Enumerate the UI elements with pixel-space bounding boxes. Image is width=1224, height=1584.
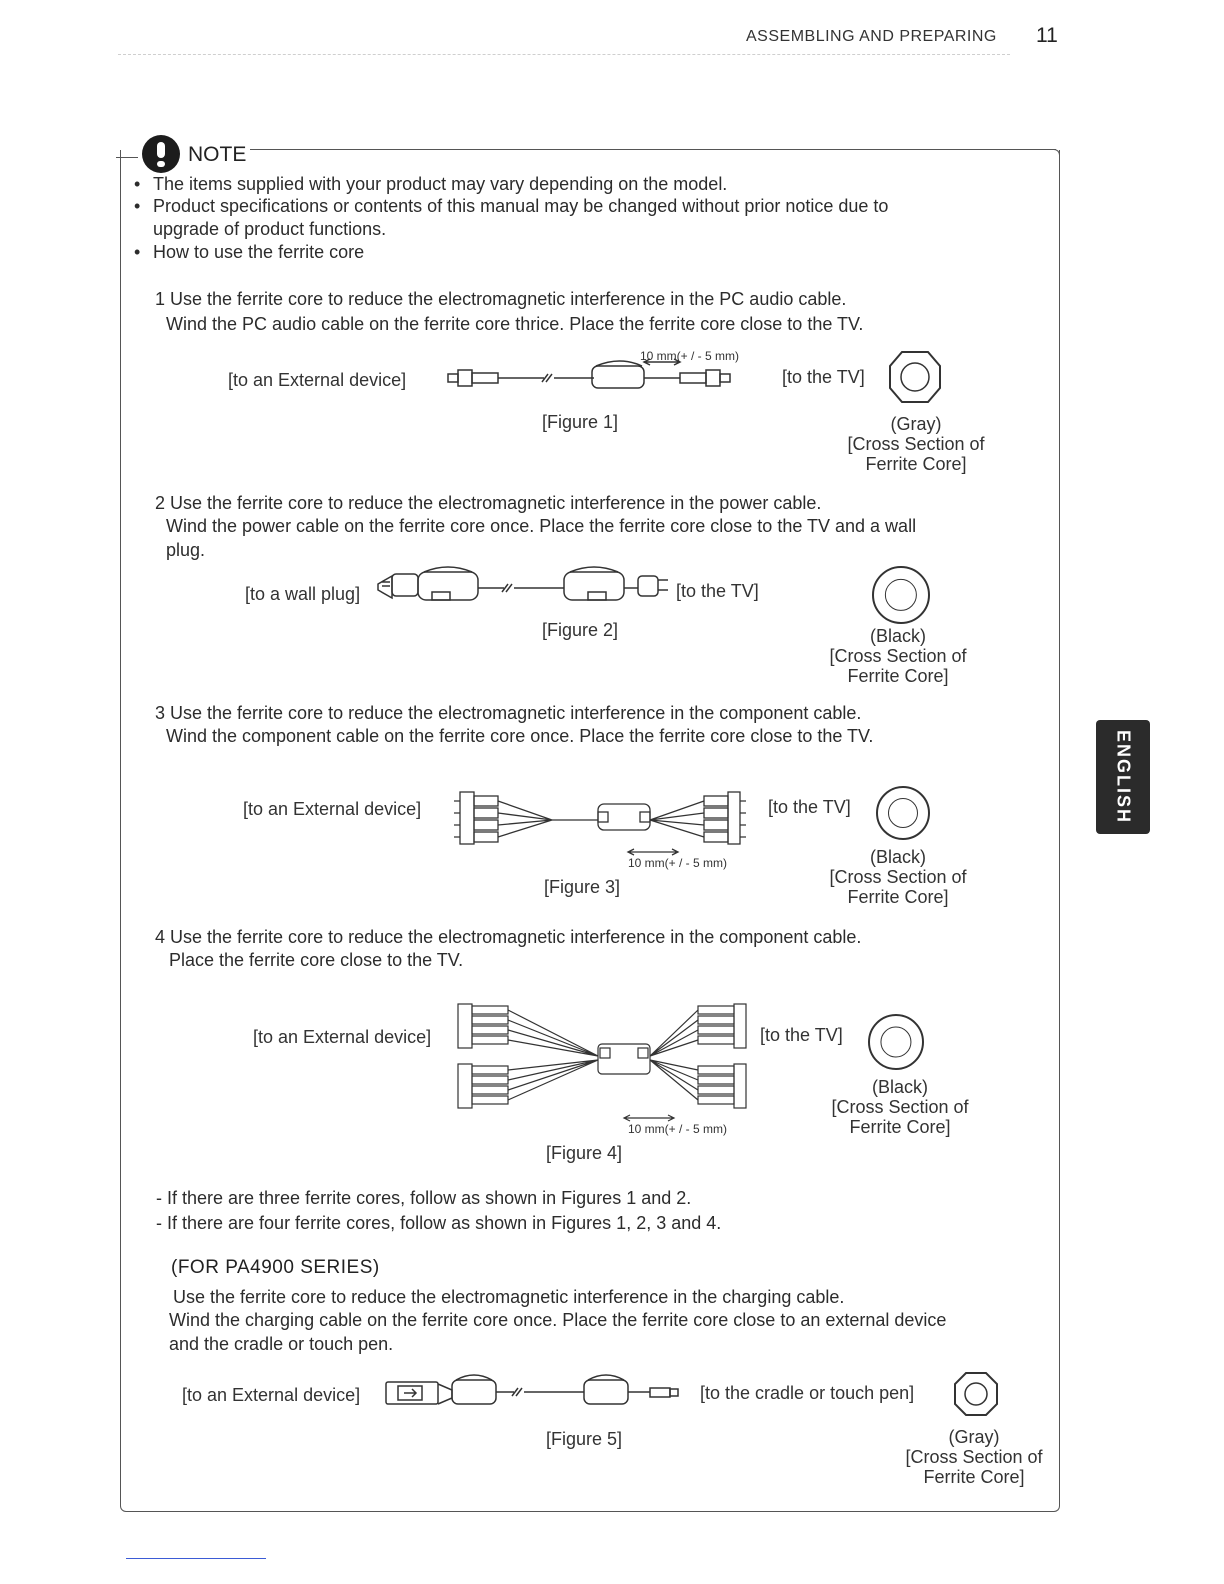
ferrite-core-gray-icon [952, 1370, 1000, 1418]
fig2-right-label: [to the TV] [676, 581, 759, 601]
step-3-text: Wind the component cable on the ferrite core once. Place the ferrite core close to the TV. [166, 726, 874, 746]
fig2-left-label: [to a wall plug] [245, 584, 361, 604]
note-bullet: Product specifications or contents of this manual may be changed without prior notice due to [153, 196, 889, 216]
fig3-core-color: (Black) [869, 847, 926, 867]
step-2-text: Wind the power cable on the ferrite core once. Place the ferrite core close to the TV and a wall [166, 516, 917, 536]
pa4900-text: Wind the charging cable on the ferrite core once. Place the ferrite core close to an external device [169, 1310, 947, 1330]
fig1-core-color: (Gray) [890, 414, 942, 434]
dash-note: - If there are four ferrite cores, follow as shown in Figures 1, 2, 3 and 4. [156, 1213, 722, 1233]
note-bullet: How to use the ferrite core [153, 242, 365, 262]
fig3-left-label: [to an External device] [243, 799, 422, 819]
fig5-core-color: (Gray) [948, 1427, 1000, 1447]
note-frame-edge [250, 149, 1056, 150]
fig5-cross-section: Ferrite Core] [923, 1467, 1025, 1487]
fig5-caption: [Figure 5] [546, 1429, 623, 1449]
fig4-cross-section: Ferrite Core] [849, 1117, 951, 1137]
fig3-cross-section: [Cross Section of [829, 867, 967, 887]
fig1-dim-label: 10 mm(+ / - 5 mm) [640, 349, 740, 363]
fig3-caption: [Figure 3] [544, 877, 621, 897]
dash-note: - If there are three ferrite cores, follow as shown in Figures 1 and 2. [156, 1188, 692, 1208]
pa4900-text: Use the ferrite core to reduce the electromagnetic interference in the charging cable. [173, 1287, 845, 1307]
fig4-caption: [Figure 4] [546, 1143, 623, 1163]
step-2-text: plug. [166, 540, 206, 560]
language-tab-label: ENGLISH [1113, 729, 1134, 825]
fig3-right-label: [to the TV] [768, 797, 851, 817]
step-1-text: Wind the PC audio cable on the ferrite core thrice. Place the ferrite core close to the TV. [166, 314, 864, 334]
fig1-cross-section: Ferrite Core] [865, 454, 967, 474]
ferrite-core-gray-icon [886, 348, 944, 406]
footnote-rule [126, 1558, 266, 1559]
pa4900-heading: (FOR PA4900 SERIES) [171, 1257, 380, 1278]
fig1-right-label: [to the TV] [782, 367, 865, 387]
fig4-right-label: [to the TV] [760, 1025, 843, 1045]
fig4-dim-label: 10 mm(+ / - 5 mm) [628, 1122, 728, 1136]
figure-1-cable-illustration [444, 348, 764, 408]
step-3-text: 3 Use the ferrite core to reduce the electromagnetic interference in the component cable. [155, 703, 862, 723]
figure-4-cable-illustration [448, 998, 758, 1126]
bullet-dot: • [134, 174, 141, 194]
ferrite-core-black-icon [876, 786, 930, 840]
fig5-right-label: [to the cradle or touch pen] [700, 1383, 915, 1403]
fig4-left-label: [to an External device] [253, 1027, 432, 1047]
page-number: 11 [1036, 24, 1058, 47]
header-divider [118, 54, 1010, 55]
figure-2-cable-illustration [374, 562, 674, 614]
fig5-cross-section: [Cross Section of [905, 1447, 1043, 1467]
ferrite-core-black-icon [872, 566, 930, 624]
note-frame-corner [1048, 149, 1060, 161]
fig3-dim-label: 10 mm(+ / - 5 mm) [628, 856, 728, 870]
section-title: ASSEMBLING AND PREPARING [746, 28, 997, 45]
step-1-text: 1 Use the ferrite core to reduce the electromagnetic interference in the PC audio cable. [155, 289, 847, 309]
step-2-text: 2 Use the ferrite core to reduce the electromagnetic interference in the power cable. [155, 493, 822, 513]
fig2-core-color: (Black) [869, 626, 926, 646]
language-tab [1096, 720, 1150, 834]
note-bullet-cont: upgrade of product functions. [153, 219, 387, 239]
fig1-cross-section: [Cross Section of [847, 434, 985, 454]
note-bullet: The items supplied with your product may vary depending on the model. [153, 174, 728, 194]
fig2-cross-section: Ferrite Core] [847, 666, 949, 686]
note-title: NOTE [188, 143, 247, 166]
note-frame-edge [116, 157, 138, 158]
fig3-cross-section: Ferrite Core] [847, 887, 949, 907]
fig2-caption: [Figure 2] [542, 620, 619, 640]
fig5-left-label: [to an External device] [182, 1385, 361, 1405]
fig4-core-color: (Black) [871, 1077, 928, 1097]
bullet-dot: • [134, 196, 141, 216]
step-4-text: 4 Use the ferrite core to reduce the electromagnetic interference in the component cable. [155, 927, 862, 947]
fig4-cross-section: [Cross Section of [831, 1097, 969, 1117]
bullet-dot: • [134, 242, 141, 262]
fig1-caption: [Figure 1] [542, 412, 619, 432]
fig1-left-label: [to an External device] [228, 370, 407, 390]
figure-3-cable-illustration [452, 782, 752, 862]
note-exclamation-icon [142, 135, 180, 173]
fig2-cross-section: [Cross Section of [829, 646, 967, 666]
pa4900-text: and the cradle or touch pen. [169, 1334, 394, 1354]
figure-5-cable-illustration [384, 1366, 700, 1416]
step-4-text: Place the ferrite core close to the TV. [169, 950, 464, 970]
ferrite-core-black-icon [868, 1014, 924, 1070]
